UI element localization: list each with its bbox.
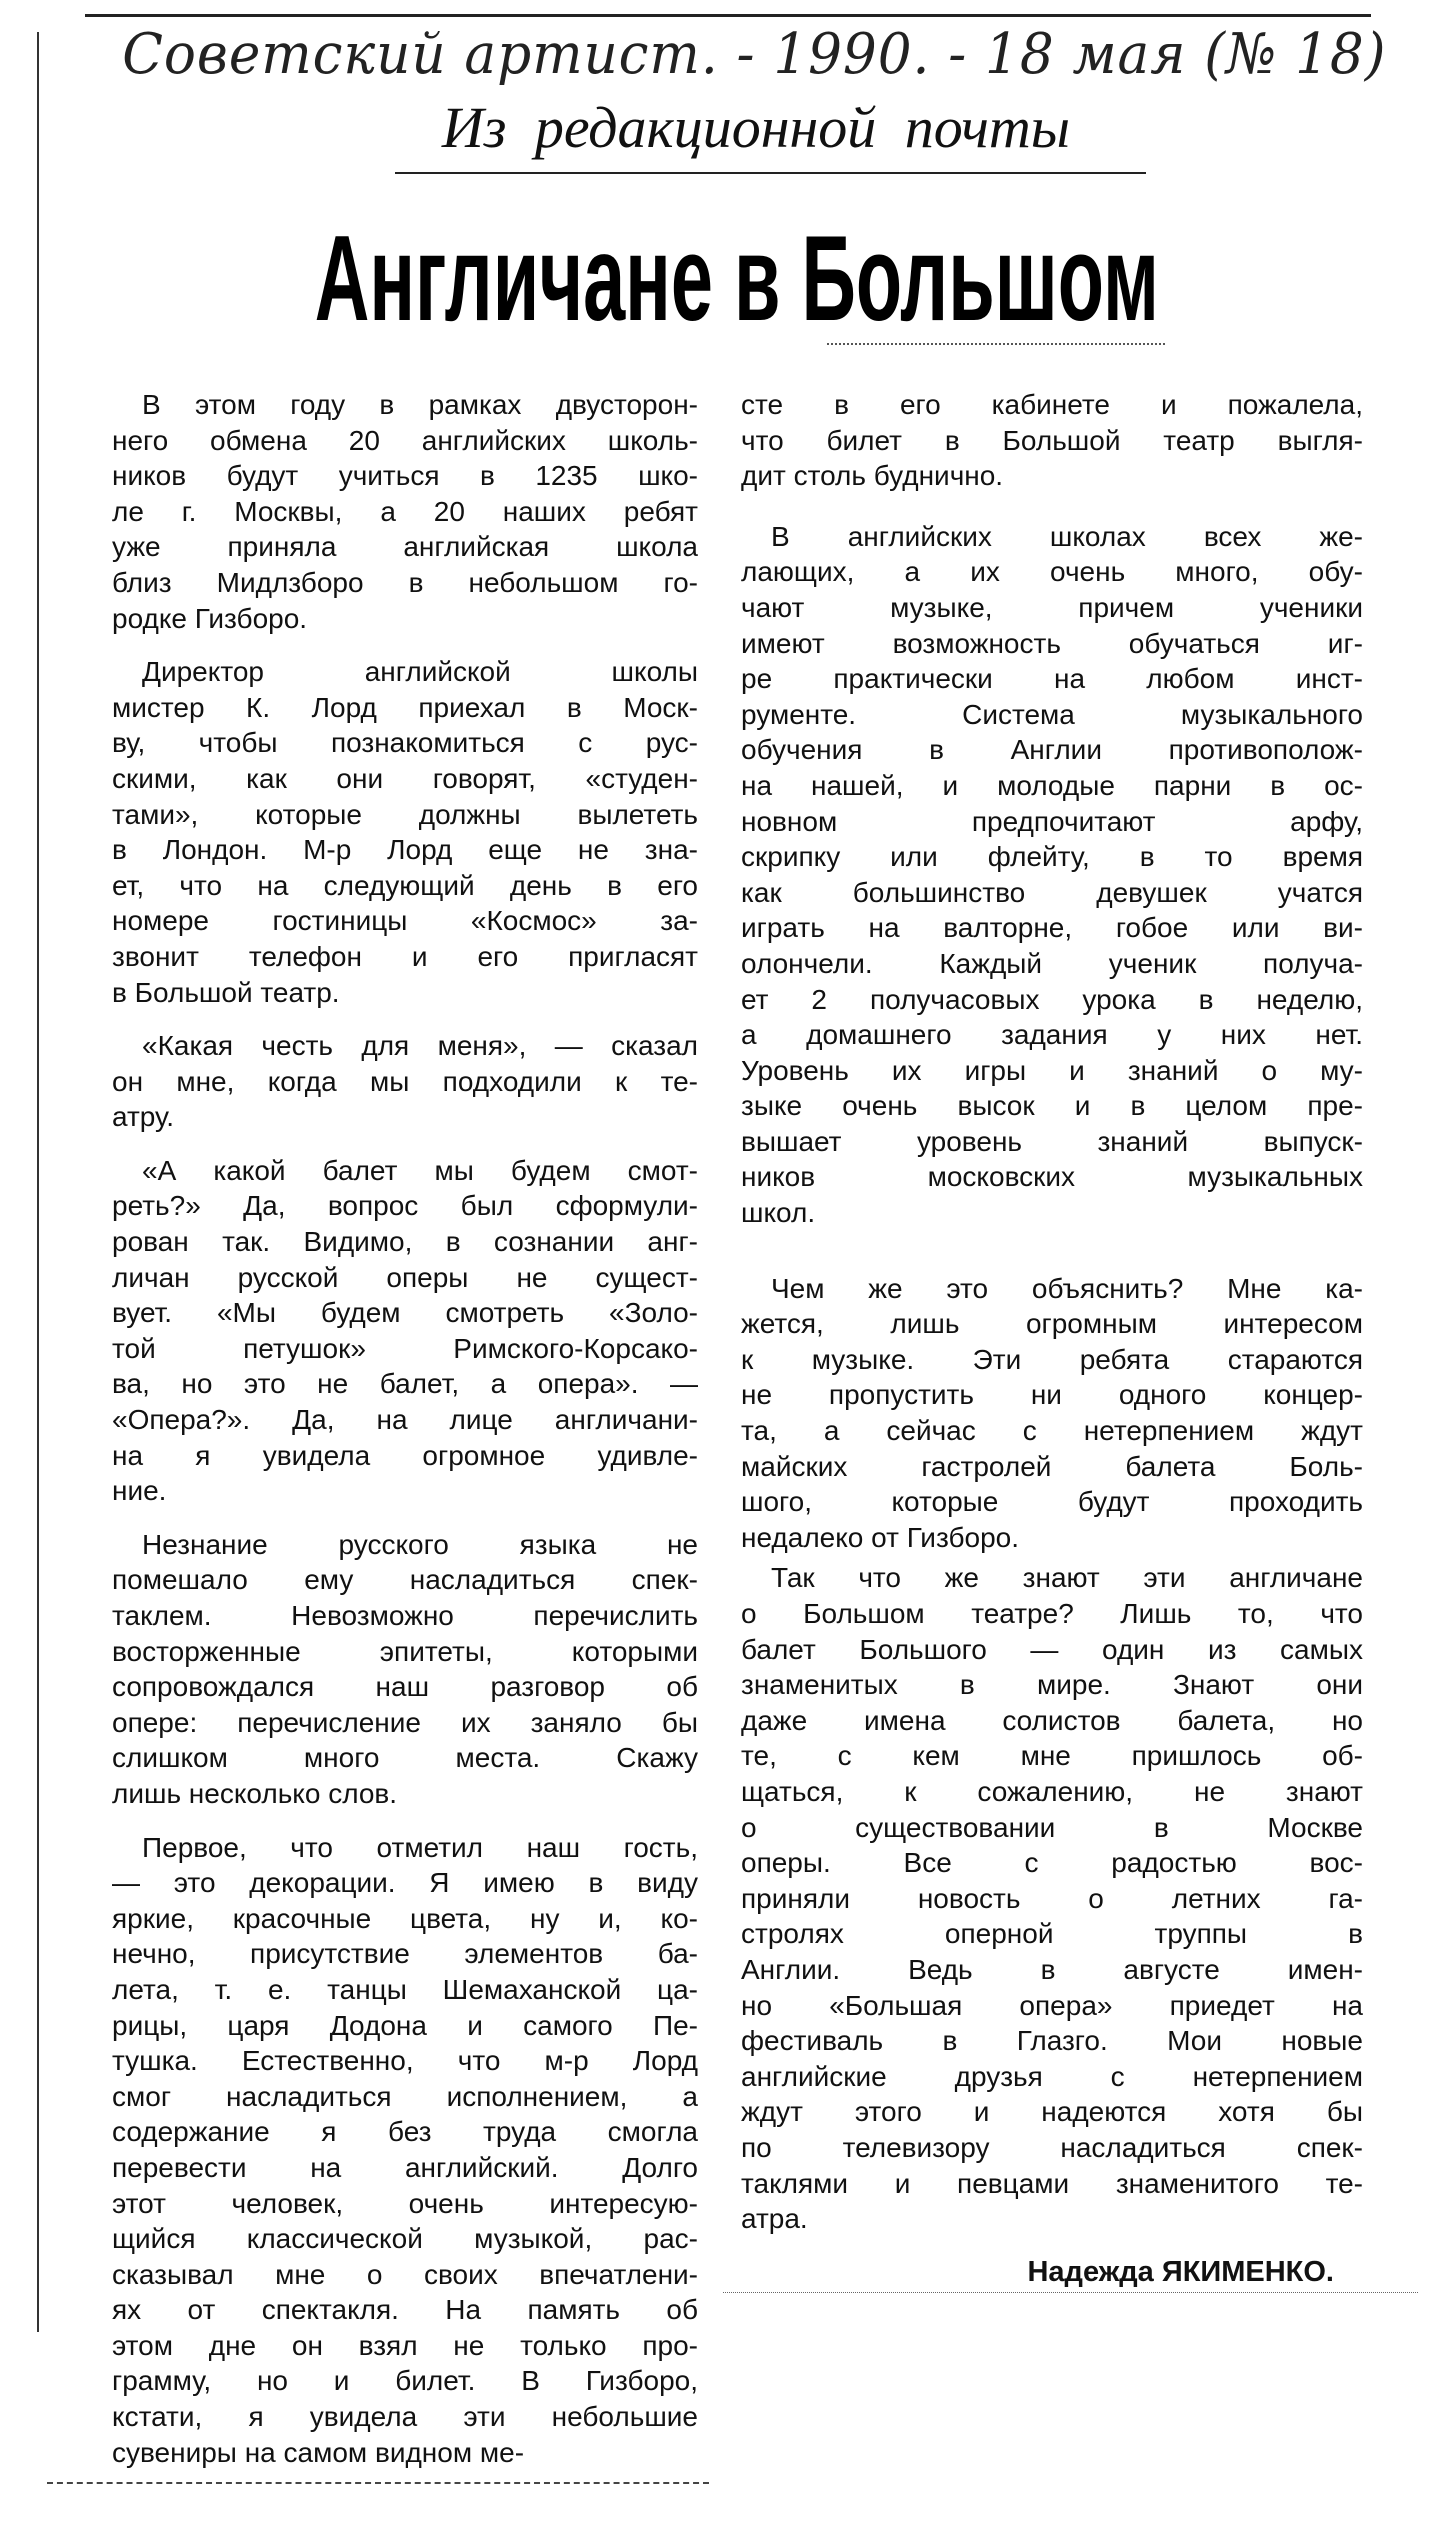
text-line: Первое, что отметил наш гость, bbox=[142, 1831, 698, 1863]
text-line: тушка. Естественно, что м-р Лорд bbox=[112, 2045, 698, 2077]
text-line: даже имена солистов балета, но bbox=[741, 1704, 1363, 1736]
text-line: он мне, когда мы подходили к те- bbox=[112, 1065, 698, 1097]
text-line: Чем же это объяснить? Мне ка- bbox=[771, 1272, 1363, 1304]
text-line: о существовании в Москве bbox=[741, 1811, 1363, 1843]
text-line: зыке очень высок и в целом пре- bbox=[741, 1090, 1363, 1122]
text-line: недалеко от Гизборо. bbox=[741, 1521, 1020, 1553]
text-line: родке Гизборо. bbox=[112, 602, 308, 634]
text-line: вует. «Мы будем смотреть «Золо- bbox=[112, 1297, 698, 1329]
text-line: английские друзья с нетерпением bbox=[741, 2060, 1363, 2092]
paragraph bbox=[741, 519, 1363, 1231]
paragraph bbox=[112, 1153, 698, 1509]
paragraph bbox=[112, 1830, 698, 2471]
text-line: ет, что на следующий день в его bbox=[112, 869, 698, 901]
text-line: опере: перечисление их заняло бы bbox=[112, 1706, 698, 1738]
text-line: ние. bbox=[112, 1475, 167, 1507]
text-line: перевести на английский. Долго bbox=[112, 2151, 698, 2183]
section-divider bbox=[395, 172, 1146, 174]
text-line: ву, чтобы познакомиться с рус- bbox=[112, 727, 698, 759]
text-line: сте в его кабинете и пожалела, bbox=[741, 389, 1363, 420]
text-line: таклем. Невозможно перечислить bbox=[112, 1600, 698, 1631]
text-line: смог насладиться исполнением, а bbox=[112, 2080, 698, 2112]
left-border-line bbox=[37, 32, 39, 2332]
text-line: но «Большая опера» приедет на bbox=[741, 1989, 1363, 2021]
text-line: Англии. Ведь в августе имен- bbox=[741, 1953, 1363, 1985]
text-line: сопровождался наш разговор об bbox=[112, 1671, 698, 1703]
top-rule bbox=[85, 14, 1371, 17]
text-line: кстати, я увидела эти небольшие bbox=[112, 2401, 698, 2433]
text-line: — это декорации. Я имею в виду bbox=[112, 1867, 698, 1899]
text-line: В английских школах всех же- bbox=[771, 520, 1363, 552]
text-line: личан русской оперы не сущест- bbox=[112, 1261, 698, 1293]
text-line: ва, но это не балет, а опера». — bbox=[112, 1368, 698, 1400]
text-line: звонит телефон и его пригласят bbox=[112, 940, 698, 972]
text-line: как большинство девушек учатся bbox=[741, 876, 1363, 908]
text-line: той петушок» Римского-Корсако- bbox=[112, 1332, 698, 1364]
paragraph bbox=[112, 654, 698, 1010]
text-line: сказывал мне о своих впечатлени- bbox=[112, 2258, 698, 2290]
text-line: нечно, присутствие элементов ба- bbox=[112, 1938, 698, 1970]
text-line: к музыке. Эти ребята стараются bbox=[741, 1343, 1363, 1375]
text-line: восторженные эпитеты, которыми bbox=[112, 1635, 698, 1667]
text-line: ждут этого и надеются хотя бы bbox=[741, 2096, 1363, 2128]
text-line: щаться, к сожалению, не знают bbox=[741, 1775, 1363, 1807]
text-line: рован так. Видимо, в сознании анг- bbox=[112, 1226, 698, 1258]
text-line: рицы, царя Додона и самого Пе- bbox=[112, 2009, 698, 2041]
paragraph bbox=[741, 1271, 1363, 1556]
text-line: грамму, но и билет. В Гизборо, bbox=[112, 2365, 698, 2397]
text-line: Директор английской школы bbox=[142, 656, 698, 688]
text-line: лишь несколько слов. bbox=[112, 1777, 398, 1809]
text-line: тами», которые должны вылететь bbox=[112, 798, 698, 830]
text-line: Незнание русского языка не bbox=[142, 1528, 698, 1560]
text-line: атра. bbox=[741, 2203, 808, 2235]
text-line: «Опера?». Да, на лице англичани- bbox=[112, 1404, 698, 1436]
text-line: что билет в Большой театр выгля- bbox=[741, 424, 1363, 456]
text-line: вышает уровень знаний выпуск- bbox=[741, 1125, 1363, 1157]
text-line: щийся классической музыкой, рас- bbox=[112, 2223, 698, 2255]
text-line: а домашнего задания у них нет. bbox=[741, 1019, 1363, 1051]
paragraph bbox=[112, 1527, 698, 1812]
text-line: балет Большого — один из самых bbox=[741, 1633, 1363, 1665]
text-line: лета, т. е. танцы Шемаханской ца- bbox=[112, 1973, 698, 2005]
article-headline bbox=[0, 210, 1456, 346]
text-line: о Большом театре? Лишь то, что bbox=[741, 1598, 1363, 1629]
article-column-left bbox=[112, 387, 698, 2470]
paragraph bbox=[112, 1028, 698, 1135]
paragraph bbox=[741, 1560, 1363, 2236]
text-line: помешало ему насладиться спек- bbox=[112, 1564, 698, 1596]
text-line: ников будут учиться в 1235 шко- bbox=[112, 460, 698, 492]
text-line: школ. bbox=[741, 1197, 816, 1229]
text-line: Уровень их игры и знаний о му- bbox=[741, 1054, 1363, 1086]
text-line: реть?» Да, вопрос был сформули- bbox=[112, 1190, 698, 1222]
text-line: него обмена 20 английских школь- bbox=[112, 424, 698, 456]
text-line: мистер К. Лорд приехал в Моск- bbox=[112, 691, 698, 723]
text-line: содержание я без труда смогла bbox=[112, 2116, 698, 2148]
text-line: этот человек, очень интересую- bbox=[112, 2187, 698, 2219]
text-line: оперы. Все с радостью вос- bbox=[741, 1847, 1363, 1879]
text-line: ников московских музыкальных bbox=[741, 1161, 1363, 1193]
text-line: приняли новость о летних га- bbox=[741, 1882, 1363, 1914]
text-line: не пропустить ни одного концер- bbox=[741, 1379, 1363, 1411]
text-line: дит столь буднично. bbox=[741, 460, 1004, 492]
handwritten-source-text: Советский артист. - 1990. - 18 мая (№ 18) bbox=[122, 22, 1387, 87]
author-signature: Надежда ЯКИМЕНКО. bbox=[1027, 2256, 1334, 2288]
paragraph bbox=[112, 387, 698, 636]
handwritten-source-note bbox=[89, 20, 1387, 90]
article-column-right bbox=[741, 387, 1363, 2237]
text-line: яркие, красочные цвета, ну и, ко- bbox=[112, 1902, 698, 1934]
text-line: «А какой балет мы будем смот- bbox=[142, 1154, 698, 1186]
text-line: в Лондон. М-р Лорд еще не зна- bbox=[112, 834, 698, 866]
text-line: знаменитых в мире. Знают они bbox=[741, 1669, 1363, 1701]
text-line: в Большой театр. bbox=[112, 976, 340, 1008]
text-line: рументе. Система музыкального bbox=[741, 698, 1363, 730]
text-line: ре практически на любом инст- bbox=[741, 663, 1363, 695]
text-line: таклями и певцами знаменитого те- bbox=[741, 2167, 1363, 2199]
text-line: майских гастролей балета Боль- bbox=[741, 1450, 1363, 1482]
text-line: играть на валторне, гобое или ви- bbox=[741, 912, 1363, 944]
text-line: ет 2 получасовых урока в неделю, bbox=[741, 983, 1363, 1015]
text-line: олончели. Каждый ученик получа- bbox=[741, 947, 1363, 979]
text-line: жется, лишь огромным интересом bbox=[741, 1308, 1363, 1340]
text-line: ле г. Москвы, а 20 наших ребят bbox=[112, 495, 698, 527]
text-line: близ Мидлзборо в небольшом го- bbox=[112, 566, 698, 598]
text-line: «Какая честь для меня», — сказал bbox=[142, 1030, 698, 1062]
text-line: на нашей, и молодые парни в ос- bbox=[741, 769, 1363, 801]
text-line: скими, как они говорят, «студен- bbox=[112, 762, 698, 794]
signature-divider bbox=[723, 2292, 1418, 2293]
text-line: по телевизору насладиться спек- bbox=[741, 2131, 1363, 2163]
text-line: В этом году в рамках двусторон- bbox=[142, 389, 698, 420]
text-line: сувениры на самом видном ме- bbox=[112, 2436, 525, 2468]
text-line: атру. bbox=[112, 1101, 175, 1133]
text-line: стролях оперной труппы в bbox=[741, 1918, 1363, 1950]
text-line: на я увидела огромное удивле- bbox=[112, 1439, 698, 1471]
bottom-divider bbox=[47, 2482, 709, 2484]
text-line: чают музыке, причем ученики bbox=[741, 591, 1363, 623]
text-line: шого, которые будут проходить bbox=[741, 1486, 1363, 1518]
headline-text: Англичане в Большом bbox=[314, 210, 1160, 346]
text-line: те, с кем мне пришлось об- bbox=[741, 1740, 1363, 1772]
text-line: уже приняла английская школа bbox=[112, 531, 698, 563]
text-line: слишком много места. Скажу bbox=[112, 1742, 698, 1774]
text-line: фестиваль в Глазго. Мои новые bbox=[741, 2025, 1363, 2057]
text-line: Так что же знают эти англичане bbox=[771, 1562, 1363, 1594]
text-line: имеют возможность обучаться иг- bbox=[741, 627, 1363, 659]
text-line: та, а сейчас с нетерпением ждут bbox=[741, 1415, 1363, 1447]
section-label: Из редакционной почты bbox=[441, 95, 1071, 160]
text-line: новном предпочитают арфу, bbox=[741, 805, 1363, 837]
text-line: лающих, а их очень много, обу- bbox=[741, 556, 1363, 588]
paragraph bbox=[741, 387, 1363, 494]
headline-underline bbox=[827, 343, 1165, 345]
text-line: ях от спектакля. На память об bbox=[112, 2294, 698, 2326]
text-line: номере гостиницы «Космос» за- bbox=[112, 905, 698, 937]
text-line: скрипку или флейту, в то время bbox=[741, 841, 1363, 873]
text-line: обучения в Англии противополож- bbox=[741, 734, 1363, 766]
text-line: этом дне он взял не только про- bbox=[112, 2329, 698, 2361]
